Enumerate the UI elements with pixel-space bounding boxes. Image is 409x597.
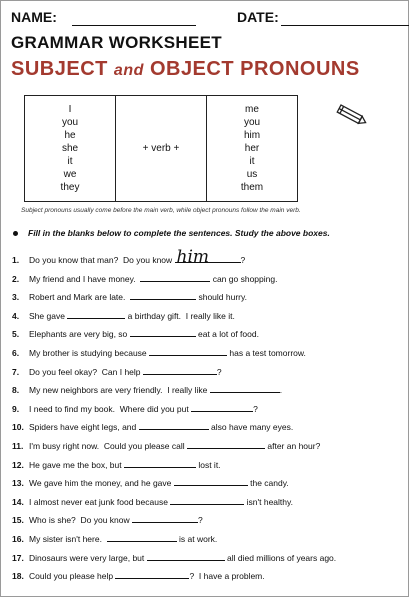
- name-field[interactable]: [72, 25, 196, 26]
- question-row: [12, 346, 306, 362]
- question-text-after: ?: [253, 403, 258, 414]
- answer-blank[interactable]: [124, 458, 196, 468]
- subject-pronoun: I: [68, 104, 72, 115]
- question-number: 6.: [12, 348, 20, 358]
- verb-column: [115, 96, 206, 201]
- question-text-before: Could you please help: [29, 571, 116, 582]
- verb-label: + verb +: [142, 143, 180, 154]
- subject-pronoun: she: [61, 143, 79, 154]
- answer-blank[interactable]: [187, 439, 265, 449]
- question-number: 12.: [12, 459, 24, 470]
- question-text-after: ?: [216, 366, 222, 377]
- example-answer: him: [176, 247, 210, 267]
- question-text-before: Dinosaurs were very large, but: [29, 552, 147, 563]
- question-number: 11.: [12, 441, 24, 451]
- question-number: 5.: [12, 329, 20, 340]
- question-text-before: My sister isn't here.: [29, 534, 107, 544]
- answer-blank[interactable]: [130, 290, 196, 300]
- question-text-after: ? I have a problem.: [189, 571, 265, 582]
- answer-blank[interactable]: [107, 532, 177, 542]
- question-text-before: Who is she? Do you know: [29, 515, 132, 526]
- worksheet-subtitle: [11, 58, 360, 81]
- subject-pronoun: it: [67, 156, 73, 167]
- answer-blank[interactable]: [147, 551, 225, 561]
- object-pronoun: him: [243, 130, 261, 141]
- question-text-after: .: [279, 385, 283, 396]
- question-number: 7.: [12, 366, 20, 377]
- question-row: [12, 247, 246, 269]
- answer-blank[interactable]: [143, 365, 217, 375]
- answer-blank[interactable]: [115, 569, 189, 579]
- question-text-before: My brother is studying because: [29, 348, 150, 358]
- question-text-after: is at work.: [176, 534, 218, 544]
- subtitle-subject: SUBJECT: [11, 58, 108, 80]
- question-text-after: should hurry.: [196, 292, 247, 303]
- question-text-before: I'm busy right now. Could you please call: [29, 441, 188, 451]
- object-pronoun: me: [245, 104, 259, 115]
- subject-pronoun: we: [63, 169, 77, 180]
- question-row: [12, 327, 259, 343]
- answer-blank[interactable]: [67, 309, 125, 319]
- question-number: 2.: [12, 273, 20, 284]
- pronoun-table: [24, 95, 298, 202]
- object-pronoun: you: [243, 117, 261, 128]
- question-text-before: I almost never eat junk food because: [29, 496, 171, 507]
- question-row: [12, 365, 222, 381]
- question-row: [12, 402, 258, 418]
- bullet-icon: [13, 231, 18, 236]
- subject-pronoun-column: [25, 96, 115, 201]
- question-row: [12, 420, 293, 436]
- object-pronoun: her: [244, 143, 260, 154]
- question-text-after: lost it.: [195, 459, 221, 470]
- question-row: [12, 569, 265, 585]
- question-text-after: all died millions of years ago.: [224, 552, 337, 563]
- question-number: 4.: [12, 310, 20, 321]
- date-label: DATE:: [237, 9, 279, 25]
- pencil-icon: [333, 101, 369, 131]
- answer-blank[interactable]: [210, 383, 283, 396]
- instructions: [13, 228, 330, 238]
- question-text-after: a birthday gift. I really like it.: [125, 310, 235, 321]
- object-pronoun: us: [246, 169, 258, 180]
- question-text-before: She gave: [29, 310, 68, 321]
- question-text-after: ?: [240, 255, 246, 265]
- question-number: 8.: [12, 385, 20, 396]
- question-text-before: Elephants are very big, so: [29, 329, 130, 340]
- answer-blank[interactable]: [170, 495, 244, 505]
- question-text-after: after an hour?: [265, 441, 321, 451]
- question-row: [12, 383, 282, 399]
- name-label: NAME:: [11, 9, 57, 25]
- question-text-after: also have many eyes.: [208, 422, 294, 433]
- question-text-before: Do you know that man? Do you know: [29, 255, 175, 265]
- answer-blank[interactable]: [174, 476, 248, 486]
- answer-blank[interactable]: [132, 513, 198, 523]
- question-text-before: Spiders have eight legs, and: [29, 422, 139, 433]
- object-pronoun: them: [240, 182, 264, 193]
- subtitle-and: and: [113, 62, 144, 79]
- question-row: [12, 309, 235, 325]
- question-text-after: has a test tomorrow.: [227, 348, 306, 358]
- subject-pronoun: they: [60, 182, 80, 193]
- answer-blank[interactable]: [191, 402, 253, 412]
- question-row: [12, 495, 293, 511]
- question-number: 9.: [12, 403, 20, 414]
- question-number: 16.: [12, 534, 24, 544]
- question-text-before: We gave him the money, and he gave: [29, 478, 174, 489]
- question-row: [12, 290, 247, 306]
- question-number: 1.: [12, 255, 20, 265]
- answer-blank[interactable]: [130, 327, 196, 337]
- object-pronoun-column: [206, 96, 297, 201]
- answer-blank[interactable]: [139, 420, 209, 430]
- question-row: [12, 458, 221, 474]
- question-text-before: My new neighbors are very friendly. I really like: [29, 385, 210, 396]
- question-row: [12, 551, 336, 567]
- question-text-before: I need to find my book. Where did you put: [29, 403, 192, 414]
- question-number: 3.: [12, 292, 20, 303]
- question-text-before: Do you feel okay? Can I help: [29, 366, 143, 377]
- question-text-after: can go shopping.: [210, 273, 278, 284]
- answer-blank[interactable]: [140, 272, 210, 282]
- answer-blank[interactable]: [175, 247, 241, 267]
- question-row: [12, 476, 289, 492]
- subject-pronoun: you: [61, 117, 79, 128]
- worksheet-title: GRAMMAR WORKSHEET: [11, 33, 222, 52]
- question-row: [12, 272, 277, 288]
- question-text-after: isn't healthy.: [244, 496, 293, 507]
- question-number: 15.: [12, 515, 24, 526]
- subject-pronoun: he: [64, 130, 76, 141]
- question-number: 17.: [12, 552, 24, 563]
- question-number: 14.: [12, 496, 24, 507]
- question-row: [12, 513, 203, 529]
- question-number: 13.: [12, 478, 24, 489]
- object-pronoun: it: [249, 156, 255, 167]
- instructions-text: Fill in the blanks below to complete the sentences. Study the above boxes.: [28, 228, 330, 238]
- question-number: 10.: [12, 422, 24, 433]
- header-row: [11, 9, 400, 27]
- question-text-before: My friend and I have money.: [29, 273, 141, 284]
- question-number: 18.: [12, 571, 24, 582]
- question-text-after: ?: [198, 515, 203, 526]
- answer-blank[interactable]: [149, 346, 227, 356]
- question-row: [12, 532, 217, 548]
- question-text-after: the candy.: [247, 478, 289, 489]
- date-field[interactable]: [281, 25, 409, 26]
- question-text-before: He gave me the box, but: [29, 459, 124, 470]
- pronoun-note: Subject pronouns usually come before the main verb, while object pronouns follow the main verb.: [21, 207, 301, 214]
- question-text-before: Robert and Mark are late.: [29, 292, 131, 303]
- subtitle-object-pronouns: OBJECT PRONOUNS: [149, 58, 360, 80]
- question-text-after: eat a lot of food.: [195, 329, 259, 340]
- question-row: [12, 439, 320, 455]
